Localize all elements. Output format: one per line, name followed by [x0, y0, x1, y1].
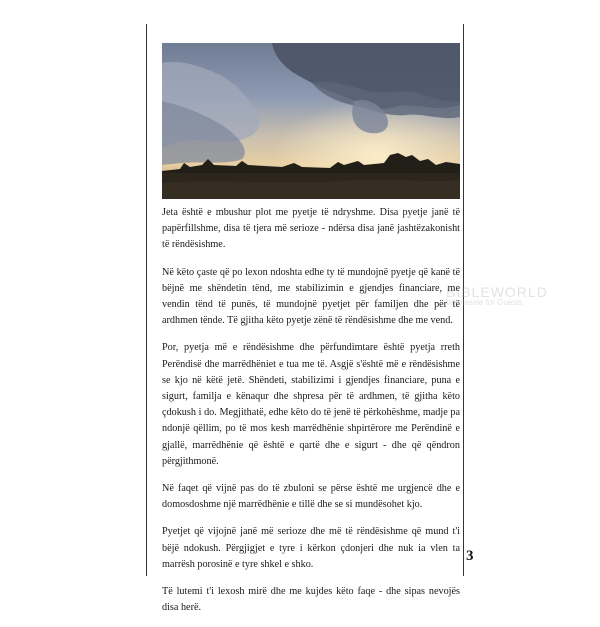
watermark-line-1: BIBLEWORLD	[446, 284, 548, 300]
watermark	[446, 285, 548, 307]
paragraph: Por, pyetja më e rëndësishme dhe përfundimtare është pyetja rreth Perëndisë dhe marrëdhëniet e tua me të. Asgjë s'është më e rëndësishme se kjo në këtë jetë. Shëndeti, stabilizimi i gjendjes financiare, puna e sigurt, familja e kënaqur dhe shpresa për të ardhmen, të gjitha këto çdokush i do. Megjithatë, edhe këto do të jenë të përkohëshme, madje pa ndonjë qëllim, po të mos kesh marrëdhënie shpirtërore me Perëndinë e gjallë, marrëdhënie që është e qartë dhe e sigurt - dhe që qëndron përgjithmonë.	[162, 342, 460, 467]
body-text	[162, 205, 460, 627]
watermark-line-2: Wholesale for Guests	[446, 298, 523, 307]
paragraph: Pyetjet që vijojnë janë më serioze dhe më të rëndësishme që mund t'i bëjë ndokush. Përgjigjet e tyre i kërkon çdonjeri dhe nuk ia vlen ta marrësh porosinë e tyre shkel e shko.	[162, 526, 460, 570]
paragraph: Në faqet që vijnë pas do të zbuloni se përse është me urgjencë dhe e domosdoshme një marrëdhënie e tillë dhe se si mundësohet kjo.	[162, 483, 460, 511]
page-number: 3	[466, 548, 474, 564]
paragraph: Jeta është e mbushur plot me pyetje të ndryshme. Disa pyetje janë të papërfillshme, disa të tjera më serioze - ndërsa disa janë jashtëzakonisht të rëndësishme.	[162, 207, 460, 251]
paragraph: Të lutemi t'i lexosh mirë dhe me kujdes këto faqe - dhe sipas nevojës disa herë.	[162, 586, 460, 614]
sunset-landscape-photo	[162, 43, 460, 199]
paragraph: Në këto çaste që po lexon ndoshta edhe ty të mundojnë pyetje që kanë të bëjnë me shëndetin tënd, me stabilizimin e gjendjes financiare, me vendin tënd të punës, të mundojnë pyetjet për familjen dhe për të ardhmen tënde. Të gjitha këto pyetje zënë të rëndësishme dhe me vend.	[162, 266, 460, 327]
